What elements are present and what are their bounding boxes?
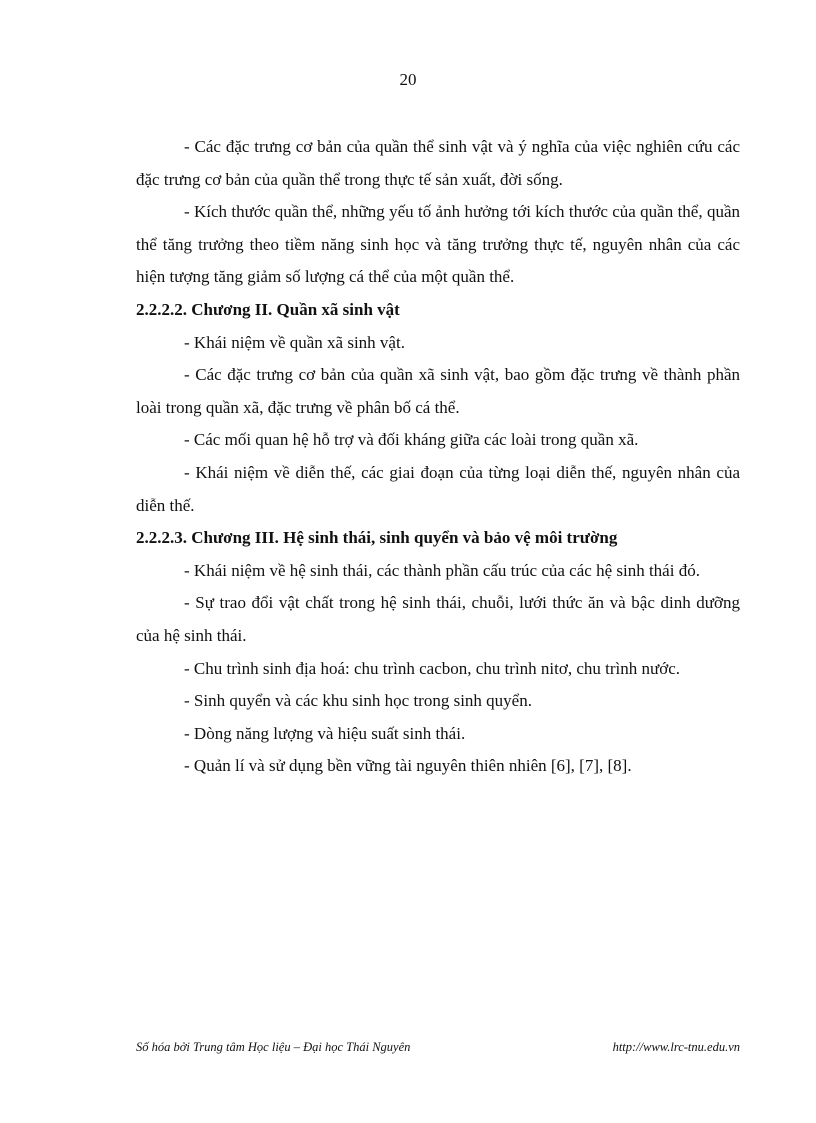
page-footer (136, 1040, 740, 1055)
paragraph-community-concept: - Khái niệm về quần xã sinh vật. (184, 332, 405, 352)
paragraph-matter-exchange: - Sự trao đổi vật chất trong hệ sinh thái, chuỗi, lưới thức ăn và bậc dinh dưỡng của hệ sinh thái. (136, 593, 740, 645)
paragraph-population-size: - Kích thước quần thể, những yếu tố ảnh hưởng tới kích thước của quần thể, quần thể tăng trưởng theo tiềm năng sinh học và tăng trưởng thực tế, nguyên nhân của các hiện tượng tăng giảm số lượng cá thể của một quần thể. (136, 202, 740, 287)
document-body (136, 131, 740, 783)
paragraph-ecosystem-concept: - Khái niệm về hệ sinh thái, các thành phần cấu trúc của các hệ sinh thái đó. (184, 560, 700, 580)
paragraph-succession: - Khái niệm về diễn thế, các giai đoạn của từng loại diễn thế, nguyên nhân của diễn thế. (136, 462, 740, 515)
paragraph-biosphere: - Sinh quyển và các khu sinh học trong sinh quyển. (184, 691, 532, 711)
section-heading-chapter-3: 2.2.2.3. Chương III. Hệ sinh thái, sinh quyển và bảo vệ môi trường (136, 528, 618, 548)
page-number: 20 (399, 70, 417, 89)
footer-website-link[interactable]: http://www.lrc-tnu.edu.vn (612, 1040, 740, 1054)
footer-digitization-credit: Số hóa bởi Trung tâm Học liệu – Đại học Thái Nguyên (136, 1040, 411, 1054)
paragraph-resource-management: - Quản lí và sử dụng bền vững tài nguyên thiên nhiên [6], [7], [8]. (184, 756, 632, 776)
paragraph-energy-flow: - Dòng năng lượng và hiệu suất sinh thái. (184, 723, 466, 743)
paragraph-community-characteristics: - Các đặc trưng cơ bản của quần xã sinh vật, bao gồm đặc trưng về thành phần loài trong quần xã, đặc trưng về phân bố cá thể. (136, 365, 740, 417)
section-heading-chapter-2: 2.2.2.2. Chương II. Quần xã sinh vật (136, 299, 400, 319)
paragraph-species-relationships: - Các mối quan hệ hỗ trợ và đối kháng giữa các loài trong quần xã. (184, 430, 639, 450)
paragraph-population-characteristics: - Các đặc trưng cơ bản của quần thể sinh vật và ý nghĩa của việc nghiên cứu các đặc trưng cơ bản của quần thể trong thực tế sản xuất, đời sống. (136, 137, 740, 189)
paragraph-biogeochemical-cycles: - Chu trình sinh địa hoá: chu trình cacbon, chu trình nitơ, chu trình nước. (184, 658, 681, 678)
